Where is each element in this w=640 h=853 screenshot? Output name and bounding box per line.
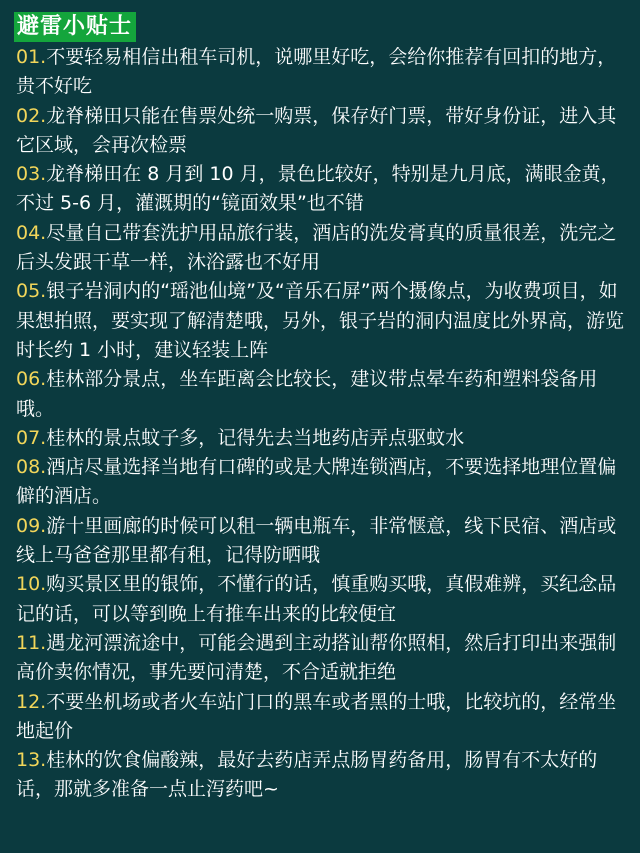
tip-item xyxy=(13,365,628,424)
tip-text: 酒店尽量选择当地有口碑的或是大牌连锁酒店，不要选择地理位置偏僻的酒店。 xyxy=(16,456,617,508)
tip-number: 03. xyxy=(16,163,47,186)
tip-text: 尽量自己带套洗护用品旅行装，酒店的洗发膏真的质量很差，洗完之后头发跟干草一样，沐浴露也不好用 xyxy=(16,221,617,274)
tip-text: 银子岩洞内的“瑶池仙境”及“音乐石屏”两个摄像点，为收费项目，如果想拍照，要实现了解清楚哦，另外，银子岩的洞内温度比外界高，游览时长约 1 小时，建议轻装上阵 xyxy=(16,280,625,361)
tip-item xyxy=(13,512,628,571)
tip-number: 06. xyxy=(16,368,47,391)
tips-list xyxy=(13,43,628,805)
tip-text: 购买景区里的银饰，不懂行的话，慎重购买哦，真假难辨，买纪念品记的话，可以等到晚上有推车出来的比较便宜 xyxy=(16,573,617,625)
page-title: 避雷小贴士 xyxy=(14,12,136,42)
tip-number: 12. xyxy=(16,690,47,713)
tip-text: 遇龙河漂流途中，可能会遇到主动搭讪帮你照相，然后打印出来强制高价卖你情况，事先要问清楚，不合适就拒绝 xyxy=(16,631,617,684)
tip-item xyxy=(13,219,628,278)
tip-number: 07. xyxy=(16,426,47,449)
tip-text: 桂林的景点蚊子多，记得先去当地药店弄点驱蚊水 xyxy=(46,426,465,449)
tip-number: 13. xyxy=(16,749,47,772)
tip-item xyxy=(13,453,628,512)
tip-number: 02. xyxy=(16,104,47,127)
tip-text: 不要坐机场或者火车站门口的黑车或者黑的士哦，比较坑的，经常坐地起价 xyxy=(16,690,617,742)
tip-number: 08. xyxy=(16,456,47,479)
tip-number: 10. xyxy=(16,573,47,596)
tip-item xyxy=(13,160,628,219)
tip-text: 桂林的饮食偏酸辣，最好去药店弄点肠胃药备用，肠胃有不太好的话，那就多准备一点止泻药吧~ xyxy=(16,749,598,801)
tip-item xyxy=(13,43,628,102)
tip-item xyxy=(13,746,628,805)
tip-item xyxy=(13,424,628,453)
tip-number: 04. xyxy=(16,221,47,244)
tip-item xyxy=(13,688,628,747)
tip-item xyxy=(13,277,628,365)
tip-item xyxy=(13,629,628,688)
tip-text: 不要轻易相信出租车司机，说哪里好吃，会给你推荐有回扣的地方，贵不好吃 xyxy=(16,46,617,98)
tip-item xyxy=(13,570,628,629)
tip-text: 桂林部分景点，坐车距离会比较长，建议带点晕车药和塑料袋备用哦。 xyxy=(16,368,598,420)
tip-item xyxy=(13,102,628,161)
tip-text: 龙脊梯田在 8 月到 10 月，景色比较好，特别是九月底，满眼金黄，不过 5-6 月，灌溉期的“镜面效果”也不错 xyxy=(16,163,620,215)
tip-text: 游十里画廊的时候可以租一辆电瓶车，非常惬意，线下民宿、酒店或线上马爸爸那里都有租，记得防晒哦 xyxy=(16,514,617,567)
tip-number: 09. xyxy=(16,514,47,537)
tip-number: 01. xyxy=(16,46,47,68)
tip-number: 05. xyxy=(16,280,47,303)
tip-number: 11. xyxy=(16,631,47,654)
tip-text: 龙脊梯田只能在售票处统一购票，保存好门票，带好身份证，进入其它区域，会再次检票 xyxy=(16,104,617,156)
